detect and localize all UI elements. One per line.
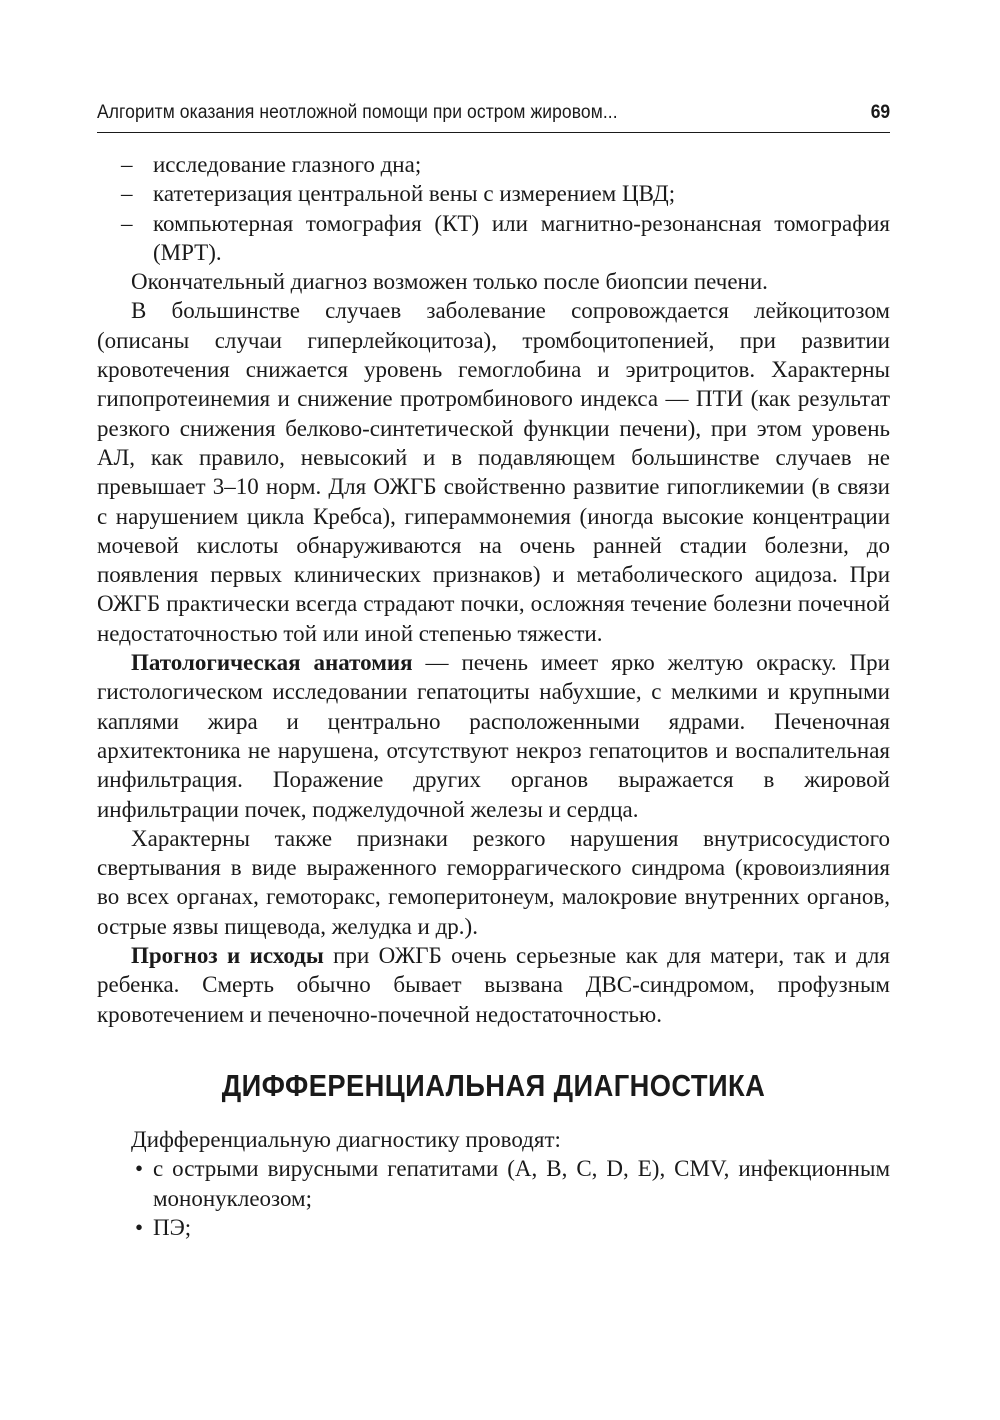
page-number: 69 bbox=[870, 102, 890, 123]
section-heading: ДИФФЕРЕНЦИАЛЬНАЯ ДИАГНОСТИКА bbox=[221, 1067, 766, 1103]
paragraph-lab-findings: В большинстве случаев заболевание сопровождается лейкоцитозом (описаны случаи гиперлейкоцитоза), тромбоцитопенией, при развитии кровотечения снижается уровень гемоглобина и эритроцитов. Характерны гипопротеинемия и снижение протромбинового индекса — ПТИ (как результат резкого снижения белково-синтетической функции печени), при этом уровень АЛ, как правило, невысокий и в подавляющем большинстве случаев не превышает 3–10 норм. Для ОЖГБ свойственно развитие гипогликемии (в связи с нарушением цикла Кребса), гипераммонемия (иногда высокие концентрации мочевой кислоты обнаруживаются на очень ранней стадии болезни, до появления первых клинических признаков) и метаболического ацидоза. При ОЖГБ практически всегда страдают почки, осложняя течение болезни почечной недостаточностью той или иной степенью тяжести. bbox=[97, 298, 890, 646]
paragraph-final-diagnosis: Окончательный диагноз возможен только после биопсии печени. bbox=[131, 269, 768, 295]
running-header bbox=[97, 98, 890, 133]
diagnostic-methods-list bbox=[97, 150, 890, 267]
pathology-term: Патологическая анатомия bbox=[131, 650, 413, 676]
prognosis-term: Прогноз и исходы bbox=[131, 943, 324, 969]
running-title: Алгоритм оказания неотложной помощи при остром жировом... bbox=[97, 102, 618, 123]
list-item: – катетеризация центральной вены с измерением ЦВД; bbox=[153, 179, 890, 208]
section-intro: Дифференциальную диагностику проводят: bbox=[131, 1126, 561, 1152]
pathology-text: — печень имеет ярко желтую окраску. При гистологическом исследовании гепатоциты набухшие, с мелкими и крупными каплями жира и центрально расположенными ядрами. Печеночная архитектоника не нарушена, отсутствуют некроз гепатоцитов и воспалительная инфильтрация. Поражение других органов выражается в жировой инфильтрации почек, поджелудочной железы и сердца. bbox=[97, 650, 890, 822]
paragraph-prognosis bbox=[97, 941, 890, 1029]
prognosis-text: при ОЖГБ очень серьезные как для матери, так и для ребенка. Смерть обычно бывает вызвана ДВС-синдромом, профузным кровотечением и печеночно-почечной недостаточностью. bbox=[97, 943, 890, 1027]
list-item: • с острыми вирусными гепатитами (A, B, C, D, E), CMV, инфекционным мононуклеозом; bbox=[153, 1154, 890, 1213]
list-item: – компьютерная томография (КТ) или магнитно-резонансная томография (МРТ). bbox=[153, 209, 890, 268]
list-item: • ПЭ; bbox=[153, 1213, 890, 1242]
differential-list bbox=[97, 1154, 890, 1242]
page-body bbox=[97, 150, 890, 1242]
list-item: – исследование глазного дна; bbox=[153, 150, 890, 179]
paragraph-coagulation: Характерны также признаки резкого нарушения внутрисосудистого свертывания в виде выраженного геморрагического синдрома (кровоизлияния во всех органах, гемоторакс, гемоперитонеум, малокровие внутренних органов, острые язвы пищевода, желудка и др.). bbox=[97, 825, 890, 939]
paragraph-pathology bbox=[97, 648, 890, 824]
